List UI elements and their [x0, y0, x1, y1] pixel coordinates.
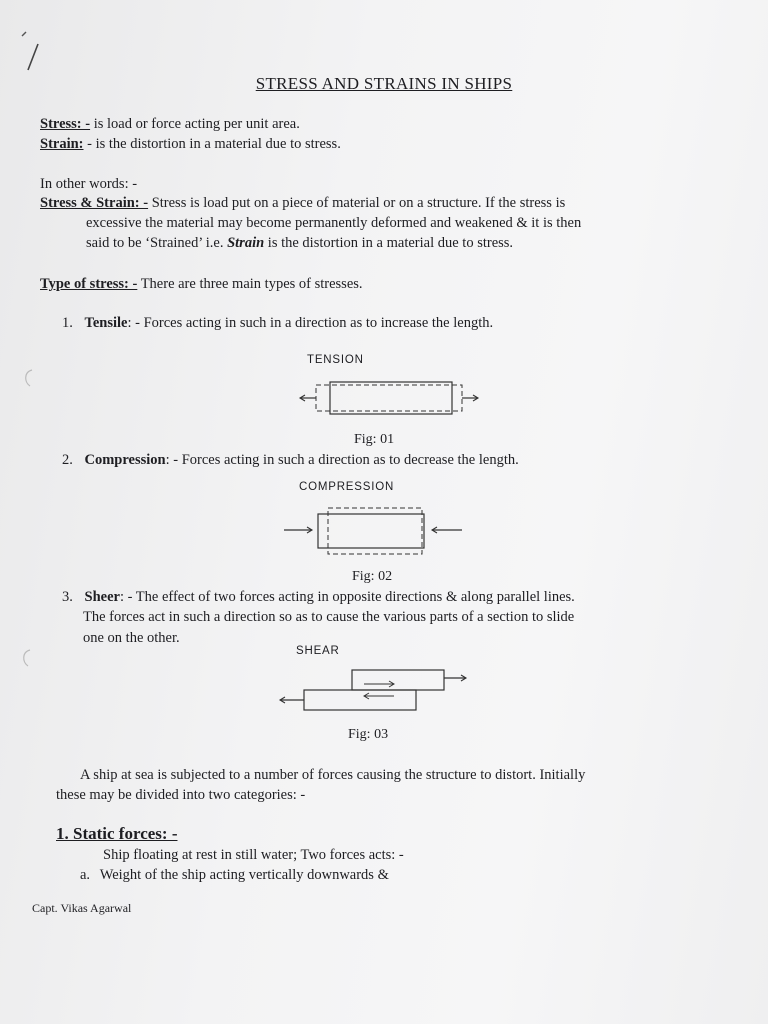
sheer-term: Sheer	[84, 589, 120, 605]
stress-strain-term: Stress & Strain: -	[40, 195, 149, 211]
tensile-term: Tensile	[84, 315, 128, 331]
sheer-line3: one on the other.	[83, 630, 180, 646]
static-forces-heading-text: 1. Static forces: -	[56, 824, 178, 843]
sheer-item	[62, 589, 575, 606]
compression-item	[62, 452, 519, 469]
item-a-text: Weight of the ship acting vertically downwards &	[99, 867, 389, 883]
ship-para-line1: A ship at sea is subjected to a number of forces causing the structure to distort. Initially	[80, 767, 586, 783]
shear-diagram	[276, 664, 476, 716]
static-forces-heading	[56, 824, 177, 844]
compression-term: Compression	[84, 452, 166, 468]
stress-term: Stress: -	[40, 116, 91, 132]
fig-02-caption: Fig: 02	[352, 569, 393, 584]
static-forces-line1: Ship floating at rest in still water; Two forces acts: -	[103, 847, 404, 863]
strain-text: - is the distortion in a material due to stress.	[83, 136, 341, 152]
compression-label: COMPRESSION	[299, 481, 395, 493]
compression-diagram	[280, 504, 470, 560]
shear-label: SHEAR	[296, 645, 340, 657]
tension-diagram	[290, 374, 490, 422]
stress-definition	[40, 116, 300, 133]
strain-definition	[40, 136, 341, 153]
page-title: STRESS AND STRAINS IN SHIPS	[255, 74, 513, 93]
tensile-item	[62, 315, 493, 332]
stress-strain-line3-b: is the distortion in a material due to stress.	[264, 235, 514, 251]
sheer-line2: The forces act in such a direction so as to cause the various parts of a section to slide	[83, 609, 575, 625]
item-a-label: a.	[80, 867, 91, 883]
type-of-stress-text: There are three main types of stresses.	[137, 276, 363, 292]
in-other-words: In other words: -	[40, 176, 138, 192]
fig-03-caption: Fig: 03	[348, 727, 389, 742]
pen-mark	[18, 26, 48, 76]
static-item-a	[80, 867, 389, 884]
ship-para-line2: these may be divided into two categories: -	[56, 787, 306, 803]
fig-01-caption: Fig: 01	[354, 432, 395, 447]
stress-strain-line3	[86, 235, 513, 252]
punch-hole-mark	[18, 366, 42, 390]
strain-emphasis: Strain	[227, 235, 265, 251]
author-footer: Capt. Vikas Agarwal	[32, 901, 132, 915]
type-of-stress-term: Type of stress: -	[40, 276, 138, 292]
stress-strain-line1	[40, 195, 565, 212]
tension-label: TENSION	[307, 354, 364, 366]
strain-term: Strain:	[40, 136, 84, 152]
punch-hole-mark	[16, 646, 40, 670]
stress-strain-line3-a: said to be ‘Strained’ i.e.	[86, 235, 228, 251]
stress-strain-line2: excessive the material may become permanently deformed and weakened & it is then	[86, 215, 582, 231]
type-of-stress	[40, 276, 363, 293]
stress-text: is load or force acting per unit area.	[90, 116, 300, 132]
item-number: 3.	[62, 589, 73, 605]
compression-text: : - Forces acting in such a direction as to decrease the length.	[165, 452, 519, 468]
tensile-text: : - Forces acting in such in a direction as to increase the length.	[127, 315, 494, 331]
sheer-text: : - The effect of two forces acting in opposite directions & along parallel lines.	[119, 589, 575, 605]
item-number: 2.	[62, 452, 73, 468]
item-number: 1.	[62, 315, 73, 331]
stress-strain-text: Stress is load put on a piece of material or on a structure. If the stress is	[148, 195, 566, 211]
